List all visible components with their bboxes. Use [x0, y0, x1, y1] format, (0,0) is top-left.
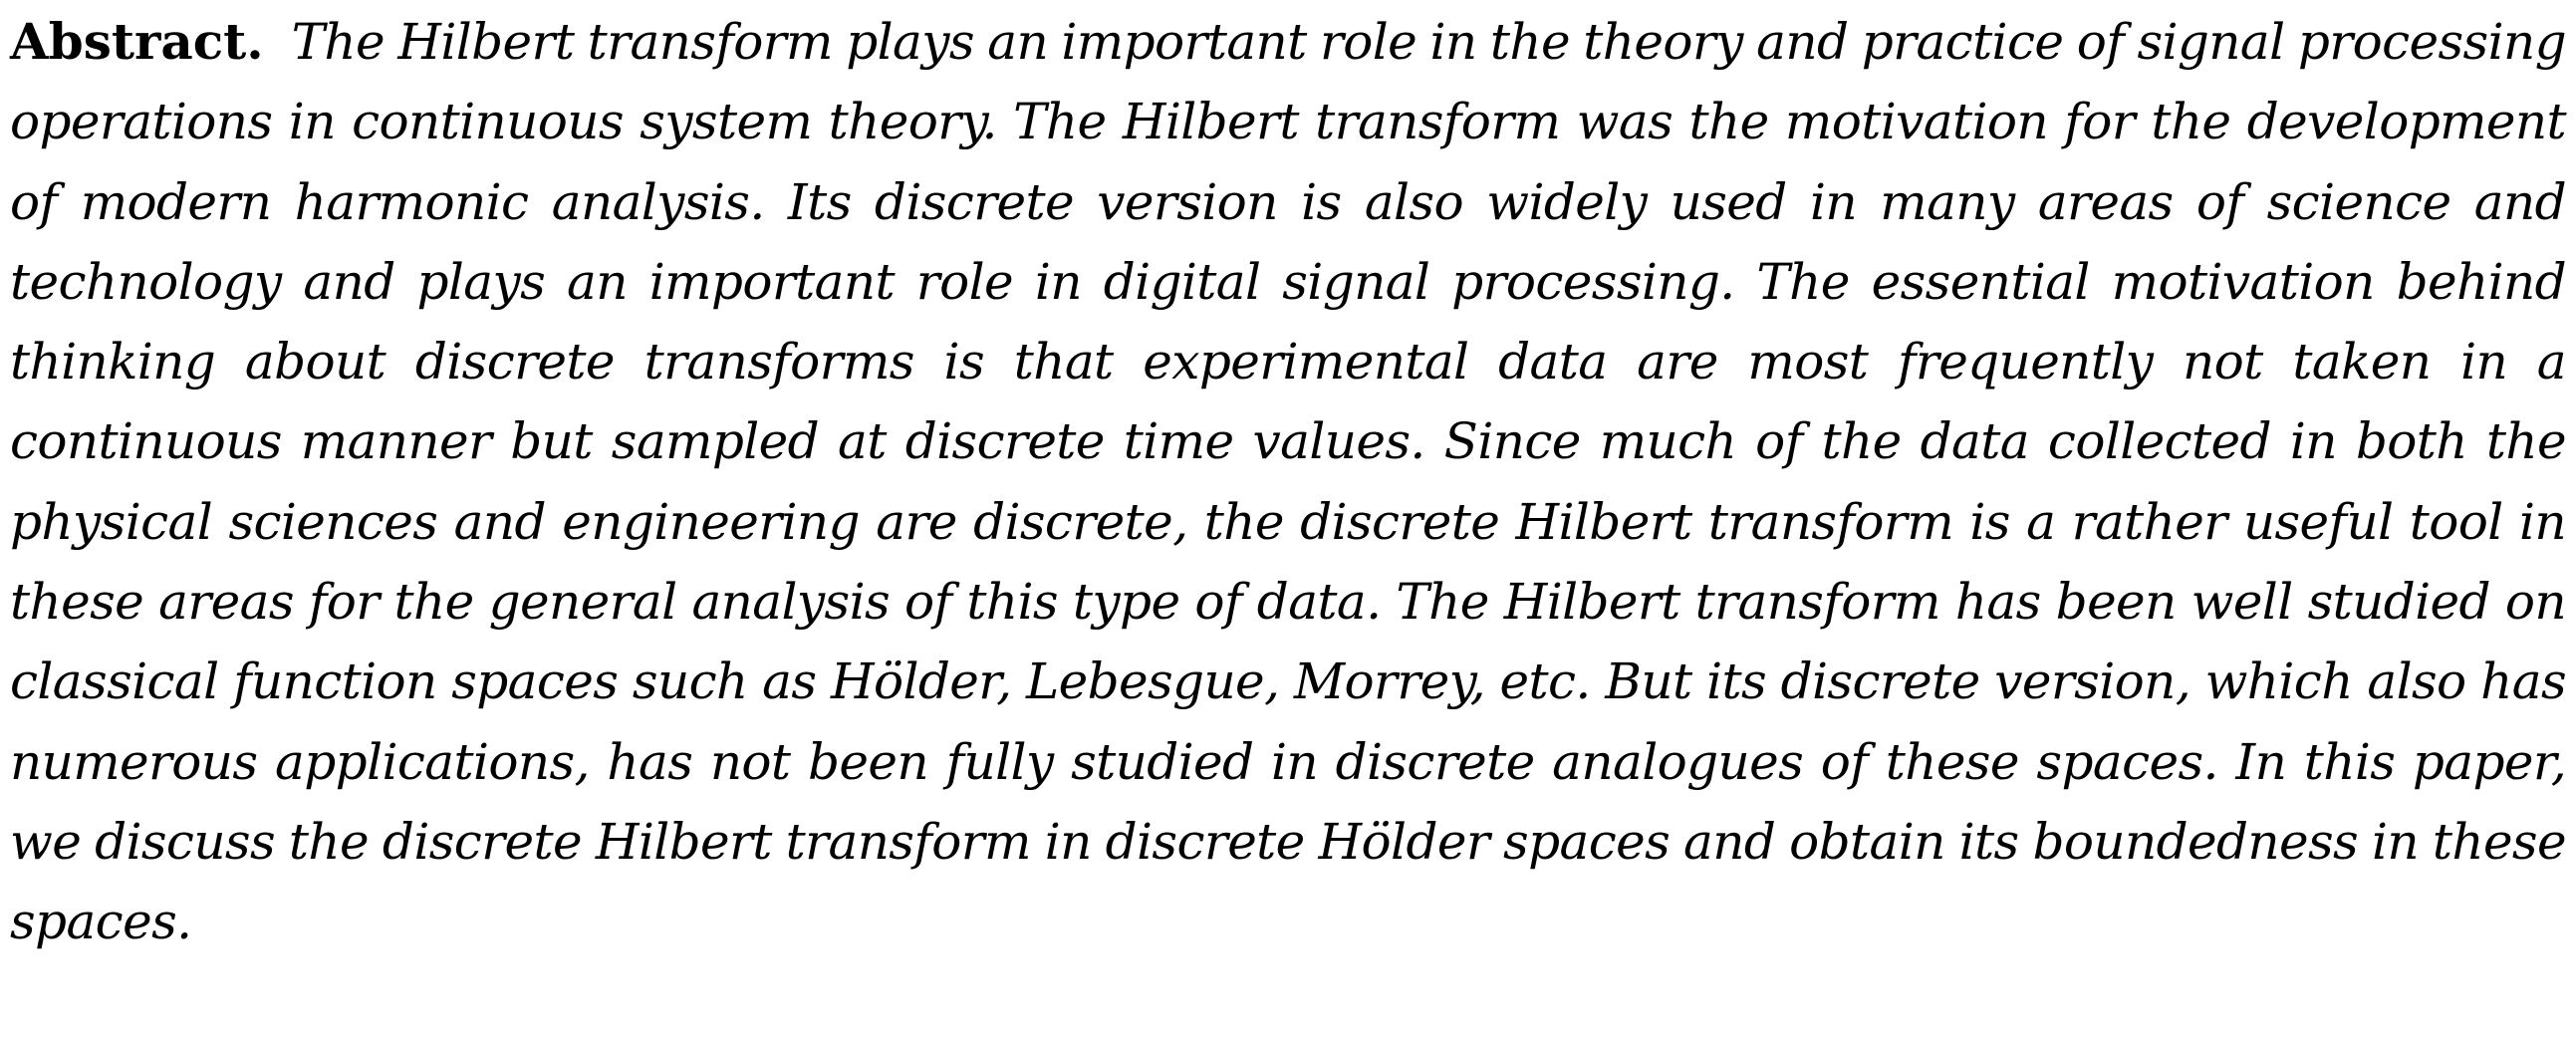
abstract-heading: Abstract. [10, 12, 264, 71]
abstract-paragraph [10, 2, 2566, 962]
abstract-text: The Hilbert transform plays an important role in the theory and practice of signal processing operations in continuous system theory. The Hilbert transform was the motivation for the development of modern harmonic analysis. Its discrete version is also widely used in many areas of science and technology and plays an important role in digital signal processing. The essential motivation behind thinking about discrete transforms is that experimental data are most frequently not taken in a continuous manner but sampled at discrete time values. Since much of the data collected in both the physical sciences and engineering are discrete, the discrete Hilbert transform is a rather useful tool in these areas for the general analysis of this type of data. The Hilbert transform has been well studied on classical function spaces such as Hölder, Lebesgue, Morrey, etc. But its discrete version, which also has numerous applications, has not been fully studied in discrete analogues of these spaces. In this paper, we discuss the discrete Hilbert transform in discrete Hölder spaces and obtain its boundedness in these spaces. [10, 13, 2566, 951]
